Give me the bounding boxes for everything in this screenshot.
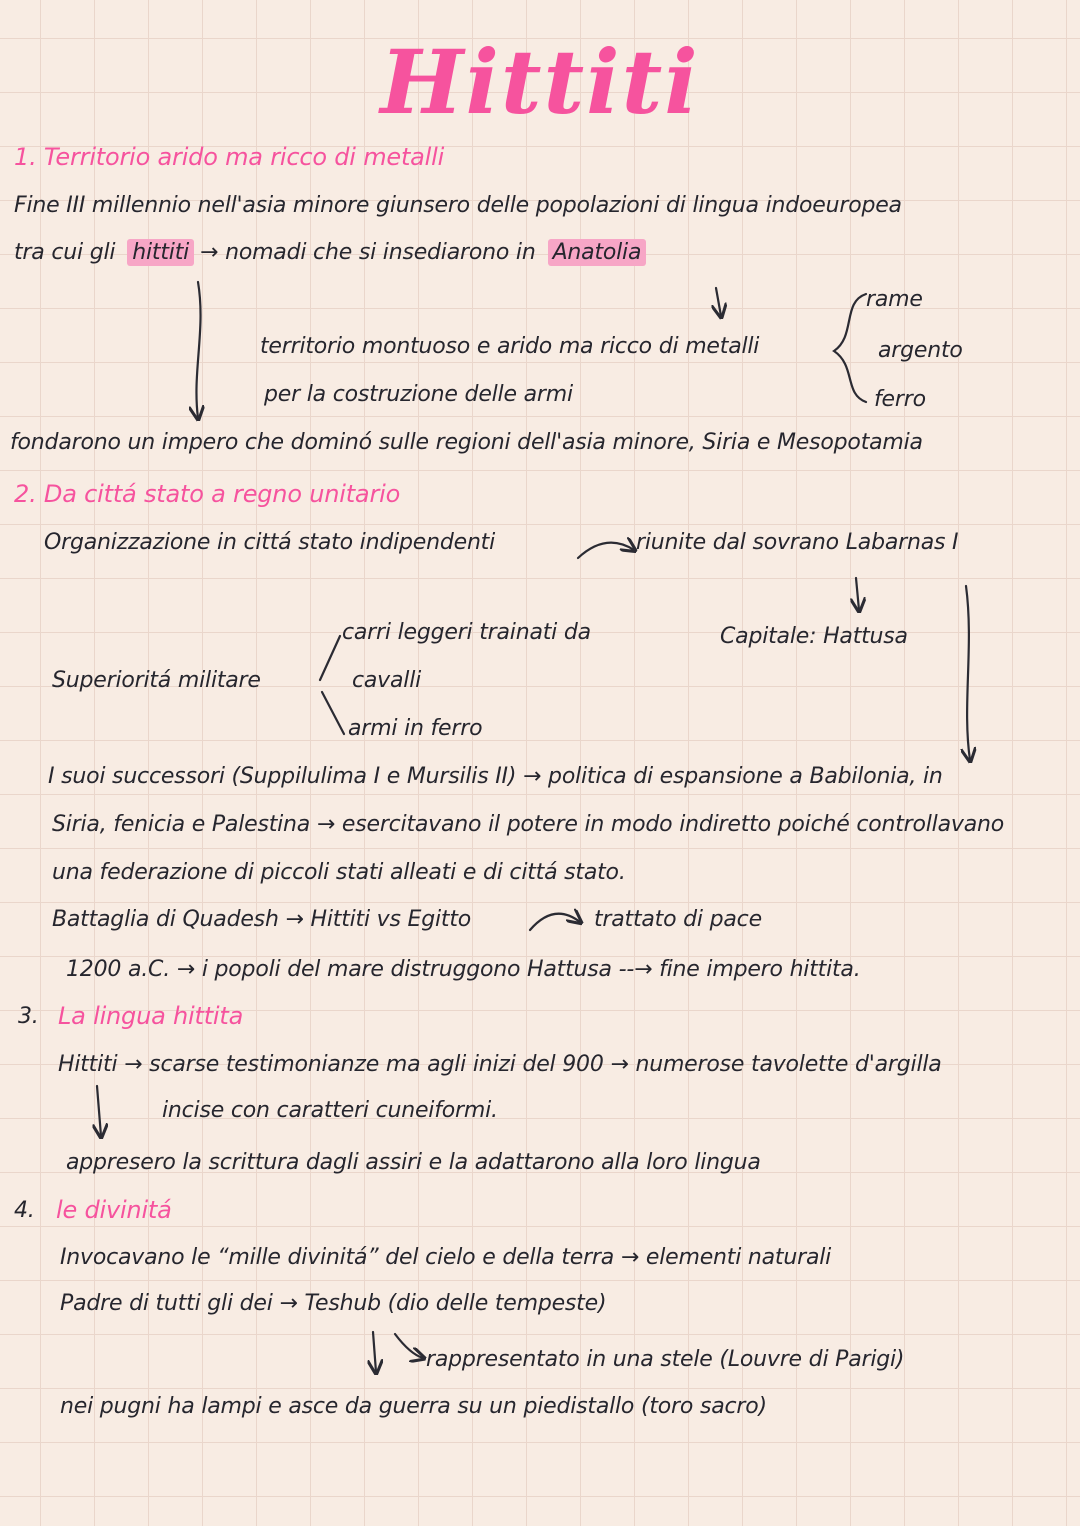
arrow-down-anatolia (716, 288, 721, 316)
note-line-s1-3: territorio montuoso e arido ma ricco di metalli (260, 334, 760, 359)
note-line-s1-4: per la costruzione delle armi (264, 382, 573, 407)
note-line-s4-1: Invocavano le “mille divinitá” del cielo e della terra → elementi naturali (60, 1245, 832, 1270)
note-line-s2-5b: trattato di pace (594, 907, 762, 932)
metal-rame: rame (866, 287, 923, 312)
curved-arrow-riunite (578, 543, 634, 558)
curved-arrow-trattato (530, 914, 580, 930)
note-line-s2-4: una federazione di piccoli stati alleati e di cittá stato. (52, 860, 626, 885)
note-line-s3-2: incise con caratteri cuneiformi. (162, 1098, 498, 1123)
highlight-hittiti: hittiti (127, 239, 194, 266)
note-text: tra cui gli (14, 240, 116, 265)
military-item-cavalli: cavalli (352, 668, 422, 693)
arrow-down-hittiti (196, 282, 200, 418)
note-line-s4-2: Padre di tutti gli dei → Teshub (dio delle tempeste) (60, 1291, 607, 1316)
note-line-s2-3: Siria, fenicia e Palestina → esercitavano il potere in modo indiretto poiché controllavano (52, 812, 1004, 837)
arrow-down-successori (966, 586, 970, 760)
note-line-s1-5: fondarono un impero che dominó sulle regioni dell'asia minore, Siria e Mesopotamia (10, 430, 923, 455)
highlight-anatolia: Anatolia (548, 239, 647, 266)
note-line-s4-4: nei pugni ha lampi e asce da guerra su un piedistallo (toro sacro) (60, 1394, 767, 1419)
section-1-heading: 1. Territorio arido ma ricco di metalli (14, 143, 445, 171)
brace-military-lower (322, 692, 344, 734)
military-label: Superioritá militare (52, 668, 261, 693)
note-line-s3-1: Hittiti → scarse testimonianze ma agli inizi del 900 → numerose tavolette d'argilla (58, 1052, 942, 1077)
metal-ferro: ferro (874, 387, 926, 412)
metal-argento: argento (878, 338, 963, 363)
note-line-s1-1: Fine III millennio nell'asia minore giunsero delle popolazioni di lingua indoeuropea (14, 193, 902, 218)
note-line-s2-2: I suoi successori (Suppilulima I e Mursilis II) → politica di espansione a Babilonia, in (48, 764, 943, 789)
section-4-heading: le divinitá (56, 1196, 172, 1224)
capital-note: Capitale: Hattusa (720, 624, 908, 649)
note-line-s2-6: 1200 a.C. → i popoli del mare distruggono Hattusa --→ fine impero hittita. (66, 957, 861, 982)
note-line-s3-3: appresero la scrittura dagli assiri e la adattarono alla loro lingua (66, 1150, 761, 1175)
arrow-down-lingua (97, 1086, 101, 1136)
brace-military-upper (320, 636, 340, 680)
curved-arrow-rappresentato (395, 1334, 423, 1358)
brace-metals (834, 294, 866, 402)
section-3-number: 3. (18, 1004, 39, 1029)
arrow-down-capitale (856, 578, 859, 610)
military-item-carri: carri leggeri trainati da (342, 620, 591, 645)
note-text: → nomadi che si insediarono in (200, 240, 536, 265)
note-line-s2-1b: riunite dal sovrano Labarnas I (636, 530, 959, 555)
section-2-heading: 2. Da cittá stato a regno unitario (14, 480, 401, 508)
page-title: Hittiti (380, 30, 700, 134)
military-item-armi: armi in ferro (348, 716, 483, 741)
arrow-down-teshub (373, 1332, 376, 1372)
note-line-s2-5: Battaglia di Quadesh → Hittiti vs Egitto (52, 907, 472, 932)
section-3-heading: La lingua hittita (58, 1002, 244, 1030)
note-line-s2-1: Organizzazione in cittá stato indipendenti (44, 530, 496, 555)
note-line-s1-2 (14, 240, 652, 265)
note-line-s4-3: rappresentato in una stele (Louvre di Parigi) (426, 1347, 905, 1372)
section-4-number: 4. (14, 1198, 35, 1223)
